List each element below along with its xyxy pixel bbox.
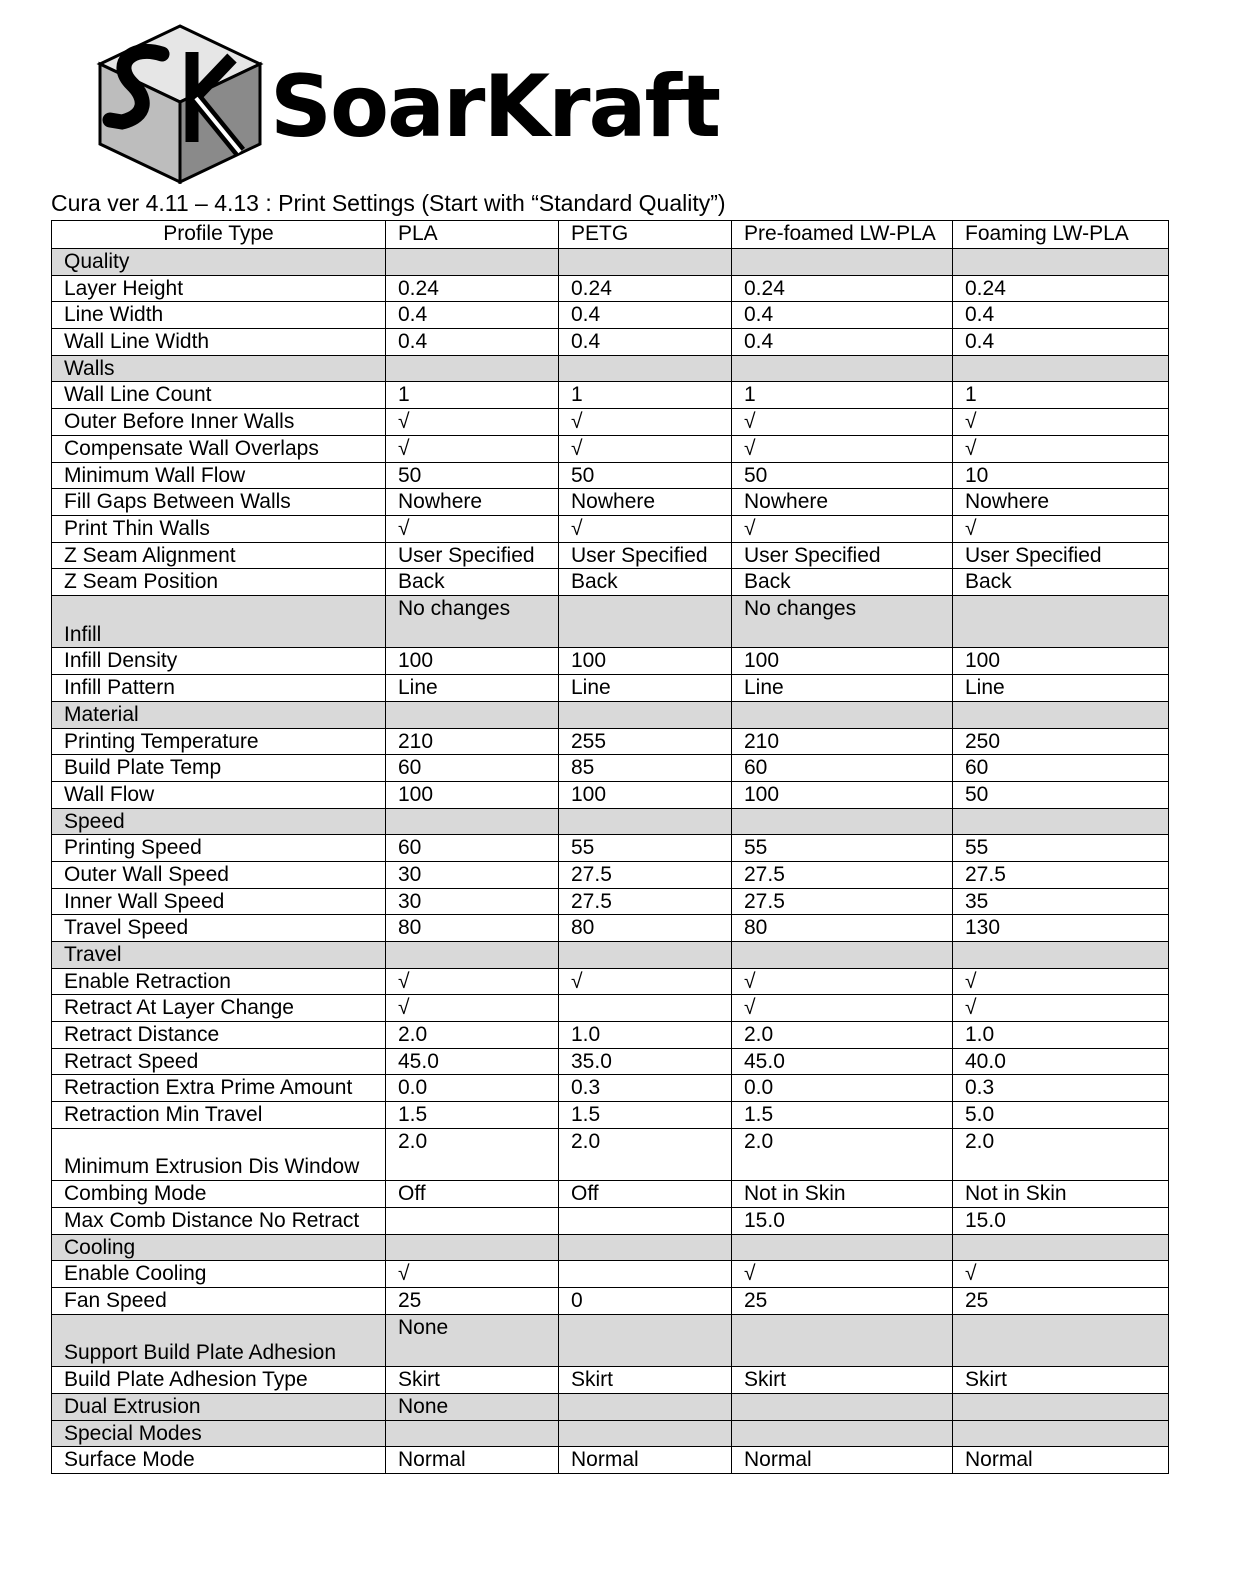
section-row	[52, 355, 1169, 382]
setting-name-cell: Retract Speed	[52, 1048, 386, 1075]
setting-value-cell: 27.5	[732, 888, 953, 915]
table-row	[52, 1075, 1169, 1102]
setting-value-cell: Line	[732, 675, 953, 702]
setting-value-cell	[559, 1234, 732, 1261]
section-row	[52, 942, 1169, 969]
setting-value-cell: 130	[953, 915, 1169, 942]
table-row	[52, 648, 1169, 675]
setting-value-cell: 210	[732, 728, 953, 755]
setting-value-cell: 50	[953, 781, 1169, 808]
table-row	[52, 1102, 1169, 1129]
setting-value-cell	[732, 808, 953, 835]
setting-value-cell: Not in Skin	[732, 1181, 953, 1208]
setting-value-cell: User Specified	[559, 542, 732, 569]
setting-value-cell: 1.0	[559, 1022, 732, 1049]
setting-value-cell: 0	[559, 1288, 732, 1315]
table-row	[52, 515, 1169, 542]
table-row	[52, 1048, 1169, 1075]
setting-name-cell: Enable Retraction	[52, 968, 386, 995]
setting-value-cell: 1	[559, 382, 732, 409]
setting-value-cell: √	[559, 435, 732, 462]
setting-value-cell	[386, 808, 559, 835]
setting-value-cell	[953, 942, 1169, 969]
setting-name-cell: Wall Flow	[52, 781, 386, 808]
setting-value-cell: 50	[386, 462, 559, 489]
setting-value-cell	[732, 701, 953, 728]
header-cell: Pre-foamed LW-PLA	[732, 221, 953, 249]
setting-value-cell: √	[386, 409, 559, 436]
section-row	[52, 1234, 1169, 1261]
setting-value-cell: 80	[559, 915, 732, 942]
setting-name-cell: Layer Height	[52, 275, 386, 302]
setting-value-cell: 27.5	[953, 861, 1169, 888]
sk-cube-logo-icon	[92, 24, 267, 184]
setting-value-cell: 100	[732, 648, 953, 675]
setting-value-cell: √	[386, 515, 559, 542]
setting-value-cell: √	[953, 515, 1169, 542]
setting-value-cell	[953, 355, 1169, 382]
setting-value-cell: 1.5	[559, 1102, 732, 1129]
setting-name-cell: Retract At Layer Change	[52, 995, 386, 1022]
setting-value-cell	[732, 355, 953, 382]
setting-name-cell: Compensate Wall Overlaps	[52, 435, 386, 462]
setting-value-cell	[386, 355, 559, 382]
setting-value-cell: 250	[953, 728, 1169, 755]
setting-value-cell	[559, 995, 732, 1022]
setting-value-cell: Normal	[386, 1447, 559, 1474]
setting-value-cell: √	[953, 409, 1169, 436]
setting-name-cell: Special Modes	[52, 1420, 386, 1447]
table-row	[52, 675, 1169, 702]
setting-value-cell	[953, 1420, 1169, 1447]
setting-value-cell	[732, 1314, 953, 1367]
setting-value-cell: √	[953, 1261, 1169, 1288]
setting-value-cell: No changes	[386, 595, 559, 648]
table-row	[52, 888, 1169, 915]
setting-value-cell: User Specified	[732, 542, 953, 569]
setting-value-cell: √	[732, 409, 953, 436]
setting-name-cell: Travel	[52, 942, 386, 969]
setting-name-cell: Speed	[52, 808, 386, 835]
setting-value-cell	[386, 1234, 559, 1261]
setting-value-cell: 10	[953, 462, 1169, 489]
setting-value-cell: 25	[386, 1288, 559, 1315]
table-row	[52, 542, 1169, 569]
setting-value-cell	[559, 1261, 732, 1288]
setting-value-cell: Back	[953, 569, 1169, 596]
setting-name-cell: Retraction Min Travel	[52, 1102, 386, 1129]
setting-name-cell: Outer Wall Speed	[52, 861, 386, 888]
setting-value-cell: 35	[953, 888, 1169, 915]
table-row	[52, 995, 1169, 1022]
setting-value-cell: 2.0	[732, 1128, 953, 1181]
setting-value-cell: 0.4	[953, 329, 1169, 356]
setting-value-cell: 25	[953, 1288, 1169, 1315]
table-row	[52, 1288, 1169, 1315]
setting-value-cell: Back	[386, 569, 559, 596]
table-row	[52, 728, 1169, 755]
setting-value-cell: Normal	[559, 1447, 732, 1474]
setting-value-cell	[732, 1393, 953, 1420]
setting-name-cell: Material	[52, 701, 386, 728]
setting-value-cell: 100	[386, 781, 559, 808]
setting-value-cell: Back	[559, 569, 732, 596]
setting-value-cell: Nowhere	[559, 489, 732, 516]
setting-value-cell: √	[559, 409, 732, 436]
setting-value-cell	[559, 1208, 732, 1235]
table-row	[52, 409, 1169, 436]
setting-value-cell: 5.0	[953, 1102, 1169, 1129]
header-cell: PLA	[386, 221, 559, 249]
setting-name-cell: Max Comb Distance No Retract	[52, 1208, 386, 1235]
table-row	[52, 861, 1169, 888]
section-row	[52, 1393, 1169, 1420]
setting-value-cell: None	[386, 1314, 559, 1367]
setting-value-cell: √	[386, 995, 559, 1022]
setting-value-cell: Off	[559, 1181, 732, 1208]
setting-value-cell: 100	[953, 648, 1169, 675]
setting-value-cell: Line	[559, 675, 732, 702]
setting-value-cell: √	[732, 1261, 953, 1288]
setting-name-cell: Minimum Extrusion Dis Window	[52, 1128, 386, 1181]
table-row	[52, 382, 1169, 409]
setting-value-cell: 85	[559, 755, 732, 782]
setting-value-cell: √	[386, 1261, 559, 1288]
setting-name-cell: Retract Distance	[52, 1022, 386, 1049]
setting-value-cell	[953, 249, 1169, 276]
setting-value-cell	[732, 249, 953, 276]
setting-name-cell: Enable Cooling	[52, 1261, 386, 1288]
setting-value-cell: 45.0	[386, 1048, 559, 1075]
setting-value-cell	[732, 1234, 953, 1261]
setting-value-cell: 0.4	[732, 329, 953, 356]
setting-value-cell: Nowhere	[953, 489, 1169, 516]
setting-value-cell	[559, 1393, 732, 1420]
setting-value-cell: 50	[559, 462, 732, 489]
setting-value-cell: 60	[386, 755, 559, 782]
setting-value-cell: 15.0	[732, 1208, 953, 1235]
setting-name-cell: Printing Temperature	[52, 728, 386, 755]
setting-value-cell	[953, 1393, 1169, 1420]
setting-value-cell: 60	[386, 835, 559, 862]
setting-value-cell	[953, 595, 1169, 648]
setting-name-cell: Printing Speed	[52, 835, 386, 862]
setting-name-cell: Build Plate Temp	[52, 755, 386, 782]
table-row	[52, 1367, 1169, 1394]
setting-name-cell: Wall Line Count	[52, 382, 386, 409]
setting-value-cell: Back	[732, 569, 953, 596]
setting-value-cell: Off	[386, 1181, 559, 1208]
setting-value-cell: 2.0	[386, 1022, 559, 1049]
setting-name-cell: Wall Line Width	[52, 329, 386, 356]
setting-name-cell: Infill	[52, 595, 386, 648]
setting-value-cell: 0.4	[386, 302, 559, 329]
setting-value-cell: √	[386, 968, 559, 995]
setting-value-cell: Line	[386, 675, 559, 702]
print-settings-table	[51, 220, 1169, 1474]
section-row	[52, 808, 1169, 835]
setting-value-cell: Nowhere	[386, 489, 559, 516]
setting-value-cell: 35.0	[559, 1048, 732, 1075]
table-row	[52, 755, 1169, 782]
setting-value-cell: Skirt	[386, 1367, 559, 1394]
setting-value-cell: 1	[732, 382, 953, 409]
setting-value-cell	[732, 1420, 953, 1447]
setting-value-cell: √	[732, 515, 953, 542]
table-row	[52, 1447, 1169, 1474]
page-subtitle: Cura ver 4.11 – 4.13 : Print Settings (Start with “Standard Quality”)	[51, 190, 726, 216]
setting-name-cell: Quality	[52, 249, 386, 276]
setting-value-cell	[559, 1314, 732, 1367]
setting-name-cell: Cooling	[52, 1234, 386, 1261]
table-row	[52, 1261, 1169, 1288]
setting-value-cell: 0.0	[732, 1075, 953, 1102]
setting-value-cell: 30	[386, 861, 559, 888]
setting-value-cell: 1.5	[386, 1102, 559, 1129]
setting-name-cell: Combing Mode	[52, 1181, 386, 1208]
setting-value-cell: 45.0	[732, 1048, 953, 1075]
setting-name-cell: Outer Before Inner Walls	[52, 409, 386, 436]
setting-name-cell: Walls	[52, 355, 386, 382]
section-row	[52, 1314, 1169, 1367]
setting-value-cell: 0.4	[386, 329, 559, 356]
setting-value-cell	[559, 1420, 732, 1447]
setting-value-cell: 255	[559, 728, 732, 755]
setting-value-cell: 27.5	[732, 861, 953, 888]
setting-value-cell: 0.3	[953, 1075, 1169, 1102]
section-row	[52, 1420, 1169, 1447]
setting-value-cell: 100	[559, 648, 732, 675]
table-row	[52, 1022, 1169, 1049]
setting-value-cell: 210	[386, 728, 559, 755]
setting-value-cell: √	[953, 995, 1169, 1022]
setting-value-cell	[559, 355, 732, 382]
setting-name-cell: Fill Gaps Between Walls	[52, 489, 386, 516]
table-row	[52, 489, 1169, 516]
setting-value-cell: 0.3	[559, 1075, 732, 1102]
table-row	[52, 1128, 1169, 1181]
setting-value-cell: 27.5	[559, 861, 732, 888]
setting-value-cell: √	[386, 435, 559, 462]
setting-value-cell	[559, 249, 732, 276]
setting-value-cell	[386, 701, 559, 728]
table-header-row	[52, 221, 1169, 249]
setting-value-cell: √	[953, 968, 1169, 995]
setting-name-cell: Travel Speed	[52, 915, 386, 942]
table-row	[52, 462, 1169, 489]
setting-value-cell: 50	[732, 462, 953, 489]
setting-name-cell: Fan Speed	[52, 1288, 386, 1315]
table-row	[52, 1181, 1169, 1208]
setting-value-cell: 0.4	[559, 302, 732, 329]
setting-value-cell: 15.0	[953, 1208, 1169, 1235]
setting-value-cell: No changes	[732, 595, 953, 648]
setting-value-cell: 2.0	[732, 1022, 953, 1049]
setting-value-cell: 100	[386, 648, 559, 675]
header-cell: Foaming LW-PLA	[953, 221, 1169, 249]
setting-value-cell: 30	[386, 888, 559, 915]
setting-value-cell: 0.24	[732, 275, 953, 302]
setting-value-cell: 55	[732, 835, 953, 862]
setting-name-cell: Retraction Extra Prime Amount	[52, 1075, 386, 1102]
setting-value-cell: 1	[386, 382, 559, 409]
setting-value-cell	[953, 1234, 1169, 1261]
setting-value-cell: 1.0	[953, 1022, 1169, 1049]
setting-value-cell: √	[732, 995, 953, 1022]
setting-value-cell: 80	[732, 915, 953, 942]
setting-value-cell: √	[559, 968, 732, 995]
setting-value-cell: 0.24	[386, 275, 559, 302]
setting-name-cell: Inner Wall Speed	[52, 888, 386, 915]
header-cell: PETG	[559, 221, 732, 249]
setting-value-cell: Skirt	[732, 1367, 953, 1394]
setting-name-cell: Dual Extrusion	[52, 1393, 386, 1420]
setting-value-cell: 0.0	[386, 1075, 559, 1102]
table-row	[52, 435, 1169, 462]
setting-value-cell	[559, 701, 732, 728]
setting-name-cell: Surface Mode	[52, 1447, 386, 1474]
header-cell: Profile Type	[52, 221, 386, 249]
setting-value-cell	[559, 942, 732, 969]
setting-value-cell	[386, 1420, 559, 1447]
setting-value-cell: √	[732, 968, 953, 995]
table-row	[52, 275, 1169, 302]
setting-value-cell: 0.24	[559, 275, 732, 302]
setting-name-cell: Build Plate Adhesion Type	[52, 1367, 386, 1394]
setting-value-cell: Normal	[732, 1447, 953, 1474]
table-row	[52, 915, 1169, 942]
setting-value-cell	[386, 942, 559, 969]
setting-value-cell: 2.0	[386, 1128, 559, 1181]
setting-value-cell: 100	[559, 781, 732, 808]
setting-value-cell: 0.4	[559, 329, 732, 356]
setting-value-cell	[559, 808, 732, 835]
setting-value-cell: Not in Skin	[953, 1181, 1169, 1208]
setting-value-cell: 0.24	[953, 275, 1169, 302]
table-row	[52, 1208, 1169, 1235]
setting-value-cell: 1.5	[732, 1102, 953, 1129]
setting-value-cell	[953, 1314, 1169, 1367]
setting-value-cell: 1	[953, 382, 1169, 409]
setting-value-cell: Line	[953, 675, 1169, 702]
setting-value-cell: 25	[732, 1288, 953, 1315]
setting-value-cell: 100	[732, 781, 953, 808]
setting-value-cell	[559, 595, 732, 648]
setting-value-cell: 55	[559, 835, 732, 862]
setting-name-cell: Z Seam Alignment	[52, 542, 386, 569]
soarkraft-logo	[92, 24, 792, 184]
setting-name-cell: Print Thin Walls	[52, 515, 386, 542]
setting-name-cell: Support Build Plate Adhesion	[52, 1314, 386, 1367]
table-row	[52, 302, 1169, 329]
setting-value-cell: User Specified	[953, 542, 1169, 569]
table-row	[52, 781, 1169, 808]
section-row	[52, 595, 1169, 648]
setting-value-cell: 80	[386, 915, 559, 942]
setting-value-cell: User Specified	[386, 542, 559, 569]
setting-value-cell: 55	[953, 835, 1169, 862]
setting-value-cell: √	[953, 435, 1169, 462]
setting-value-cell: 0.4	[953, 302, 1169, 329]
table-row	[52, 968, 1169, 995]
setting-value-cell: 27.5	[559, 888, 732, 915]
setting-value-cell	[953, 808, 1169, 835]
table-row	[52, 329, 1169, 356]
table-body	[52, 249, 1169, 1474]
setting-value-cell: Skirt	[953, 1367, 1169, 1394]
setting-value-cell	[953, 701, 1169, 728]
setting-value-cell: 40.0	[953, 1048, 1169, 1075]
table-row	[52, 569, 1169, 596]
section-row	[52, 701, 1169, 728]
setting-name-cell: Infill Pattern	[52, 675, 386, 702]
setting-value-cell: Normal	[953, 1447, 1169, 1474]
setting-name-cell: Line Width	[52, 302, 386, 329]
setting-value-cell: √	[732, 435, 953, 462]
section-row	[52, 249, 1169, 276]
setting-name-cell: Minimum Wall Flow	[52, 462, 386, 489]
brand-name: SoarKraft	[270, 57, 720, 157]
setting-value-cell: 60	[732, 755, 953, 782]
setting-value-cell: 60	[953, 755, 1169, 782]
setting-value-cell: Nowhere	[732, 489, 953, 516]
setting-value-cell: 2.0	[559, 1128, 732, 1181]
setting-value-cell	[386, 249, 559, 276]
setting-value-cell	[386, 1208, 559, 1235]
setting-value-cell: 2.0	[953, 1128, 1169, 1181]
table-row	[52, 835, 1169, 862]
setting-name-cell: Z Seam Position	[52, 569, 386, 596]
setting-value-cell: √	[559, 515, 732, 542]
setting-value-cell: Skirt	[559, 1367, 732, 1394]
setting-value-cell: None	[386, 1393, 559, 1420]
setting-value-cell: 0.4	[732, 302, 953, 329]
setting-name-cell: Infill Density	[52, 648, 386, 675]
setting-value-cell	[732, 942, 953, 969]
